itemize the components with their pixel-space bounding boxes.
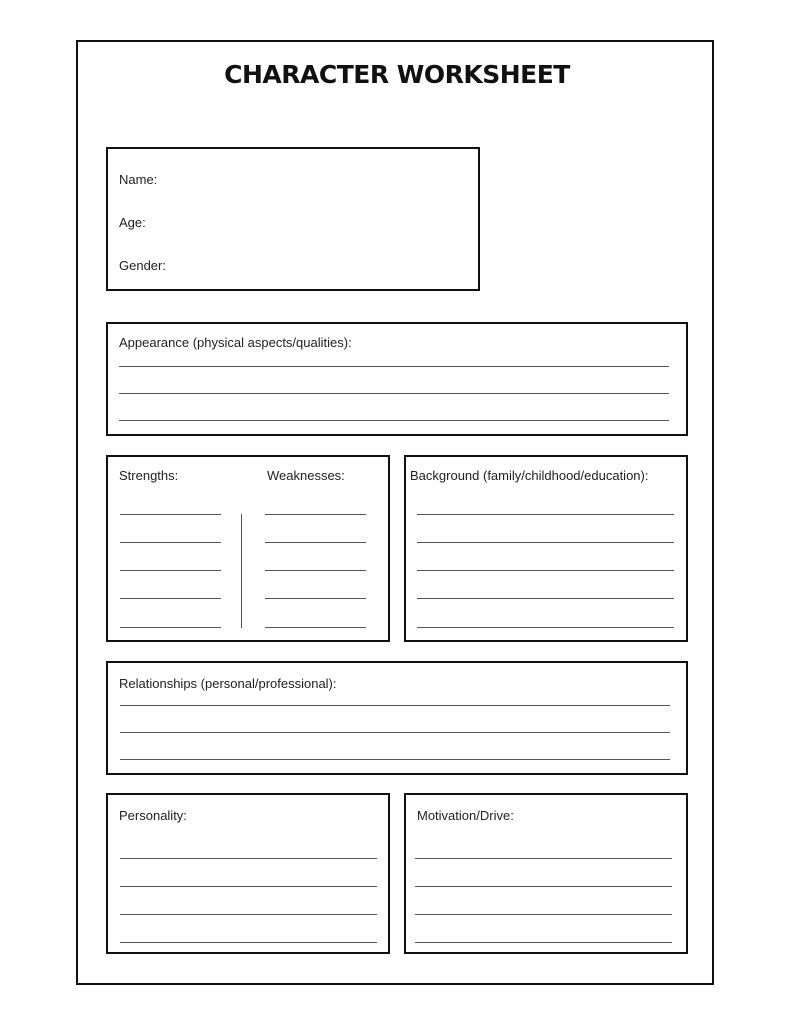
personality-label: Personality: — [119, 808, 187, 823]
motivation-line[interactable] — [415, 942, 672, 943]
appearance-label: Appearance (physical aspects/qualities): — [119, 335, 352, 350]
weakness-line[interactable] — [265, 570, 366, 571]
column-divider — [241, 514, 242, 628]
weakness-line[interactable] — [265, 514, 366, 515]
strength-line[interactable] — [120, 542, 221, 543]
relationships-line[interactable] — [120, 705, 670, 706]
personality-line[interactable] — [120, 942, 377, 943]
appearance-line[interactable] — [119, 420, 669, 421]
weaknesses-label: Weaknesses: — [267, 468, 345, 483]
background-line[interactable] — [417, 542, 674, 543]
strengths-weaknesses-box — [106, 455, 390, 642]
background-line[interactable] — [417, 627, 674, 628]
gender-label: Gender: — [119, 258, 166, 273]
motivation-label: Motivation/Drive: — [417, 808, 514, 823]
appearance-line[interactable] — [119, 393, 669, 394]
motivation-line[interactable] — [415, 886, 672, 887]
strength-line[interactable] — [120, 598, 221, 599]
motivation-line[interactable] — [415, 914, 672, 915]
background-box — [404, 455, 688, 642]
motivation-line[interactable] — [415, 858, 672, 859]
page-title: CHARACTER WORKSHEET — [224, 60, 570, 89]
relationships-label: Relationships (personal/professional): — [119, 676, 337, 691]
weakness-line[interactable] — [265, 542, 366, 543]
strength-line[interactable] — [120, 570, 221, 571]
name-label: Name: — [119, 172, 158, 187]
relationships-line[interactable] — [120, 732, 670, 733]
personality-line[interactable] — [120, 886, 377, 887]
background-line[interactable] — [417, 514, 674, 515]
personality-line[interactable] — [120, 858, 377, 859]
strength-line[interactable] — [120, 627, 221, 628]
weakness-line[interactable] — [265, 627, 366, 628]
weakness-line[interactable] — [265, 598, 366, 599]
strengths-label: Strengths: — [119, 468, 179, 483]
age-label: Age: — [119, 215, 146, 230]
background-line[interactable] — [417, 570, 674, 571]
strength-line[interactable] — [120, 514, 221, 515]
relationships-line[interactable] — [120, 759, 670, 760]
background-label: Background (family/childhood/education): — [410, 468, 649, 483]
background-line[interactable] — [417, 598, 674, 599]
appearance-line[interactable] — [119, 366, 669, 367]
personality-line[interactable] — [120, 914, 377, 915]
